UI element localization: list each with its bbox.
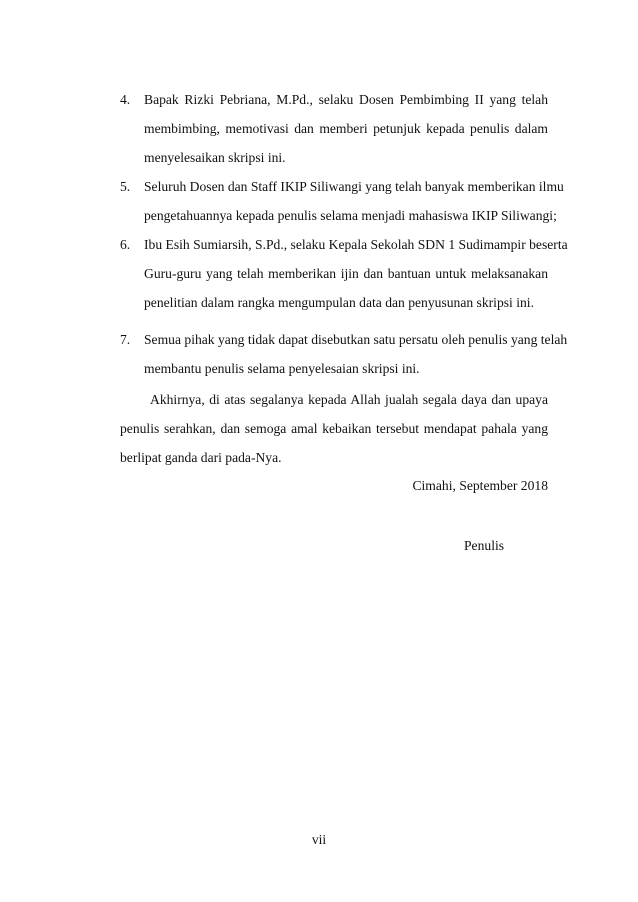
list-item: [120, 177, 564, 227]
list-item: [120, 90, 548, 170]
text-line: menyelesaikan skripsi ini.: [144, 150, 286, 165]
text-line: pengetahuannya kepada penulis selama menjadi mahasiswa IKIP Siliwangi;: [144, 208, 557, 223]
text-line: Guru-guru yang telah memberikan ijin dan bantuan untuk melaksanakan: [144, 266, 548, 281]
text-line: Bapak Rizki Pebriana, M.Pd., selaku Dosen Pembimbing II yang telah: [144, 92, 548, 107]
list-number: 6.: [120, 237, 131, 252]
text-line: Ibu Esih Sumiarsih, S.Pd., selaku Kepala Sekolah SDN 1 Sudimampir beserta: [144, 237, 568, 252]
text-line: membimbing, memotivasi dan memberi petunjuk kepada penulis dalam: [144, 121, 548, 136]
signer-name: Penulis: [464, 538, 505, 553]
closing-paragraph-line: penulis serahkan, dan semoga amal kebaikan tersebut mendapat pahala yang: [120, 421, 548, 436]
text-line: penelitian dalam rangka mengumpulan data dan penyusunan skripsi ini.: [144, 295, 534, 310]
page-number: vii: [311, 832, 327, 847]
list-item: [120, 330, 568, 380]
closing-paragraph-line: berlipat ganda dari pada-Nya.: [120, 450, 282, 465]
closing-paragraph-line: Akhirnya, di atas segalanya kepada Allah jualah segala daya dan upaya: [150, 392, 548, 407]
text-line: Semua pihak yang tidak dapat disebutkan satu persatu oleh penulis yang telah: [144, 332, 568, 347]
list-item: [120, 235, 568, 315]
list-number: 4.: [120, 92, 131, 107]
text-line: Seluruh Dosen dan Staff IKIP Siliwangi yang telah banyak memberikan ilmu: [144, 179, 564, 194]
place-date: Cimahi, September 2018: [412, 478, 548, 493]
list-number: 7.: [120, 332, 131, 347]
text-line: membantu penulis selama penyelesaian skripsi ini.: [144, 361, 420, 376]
list-number: 5.: [120, 179, 131, 194]
